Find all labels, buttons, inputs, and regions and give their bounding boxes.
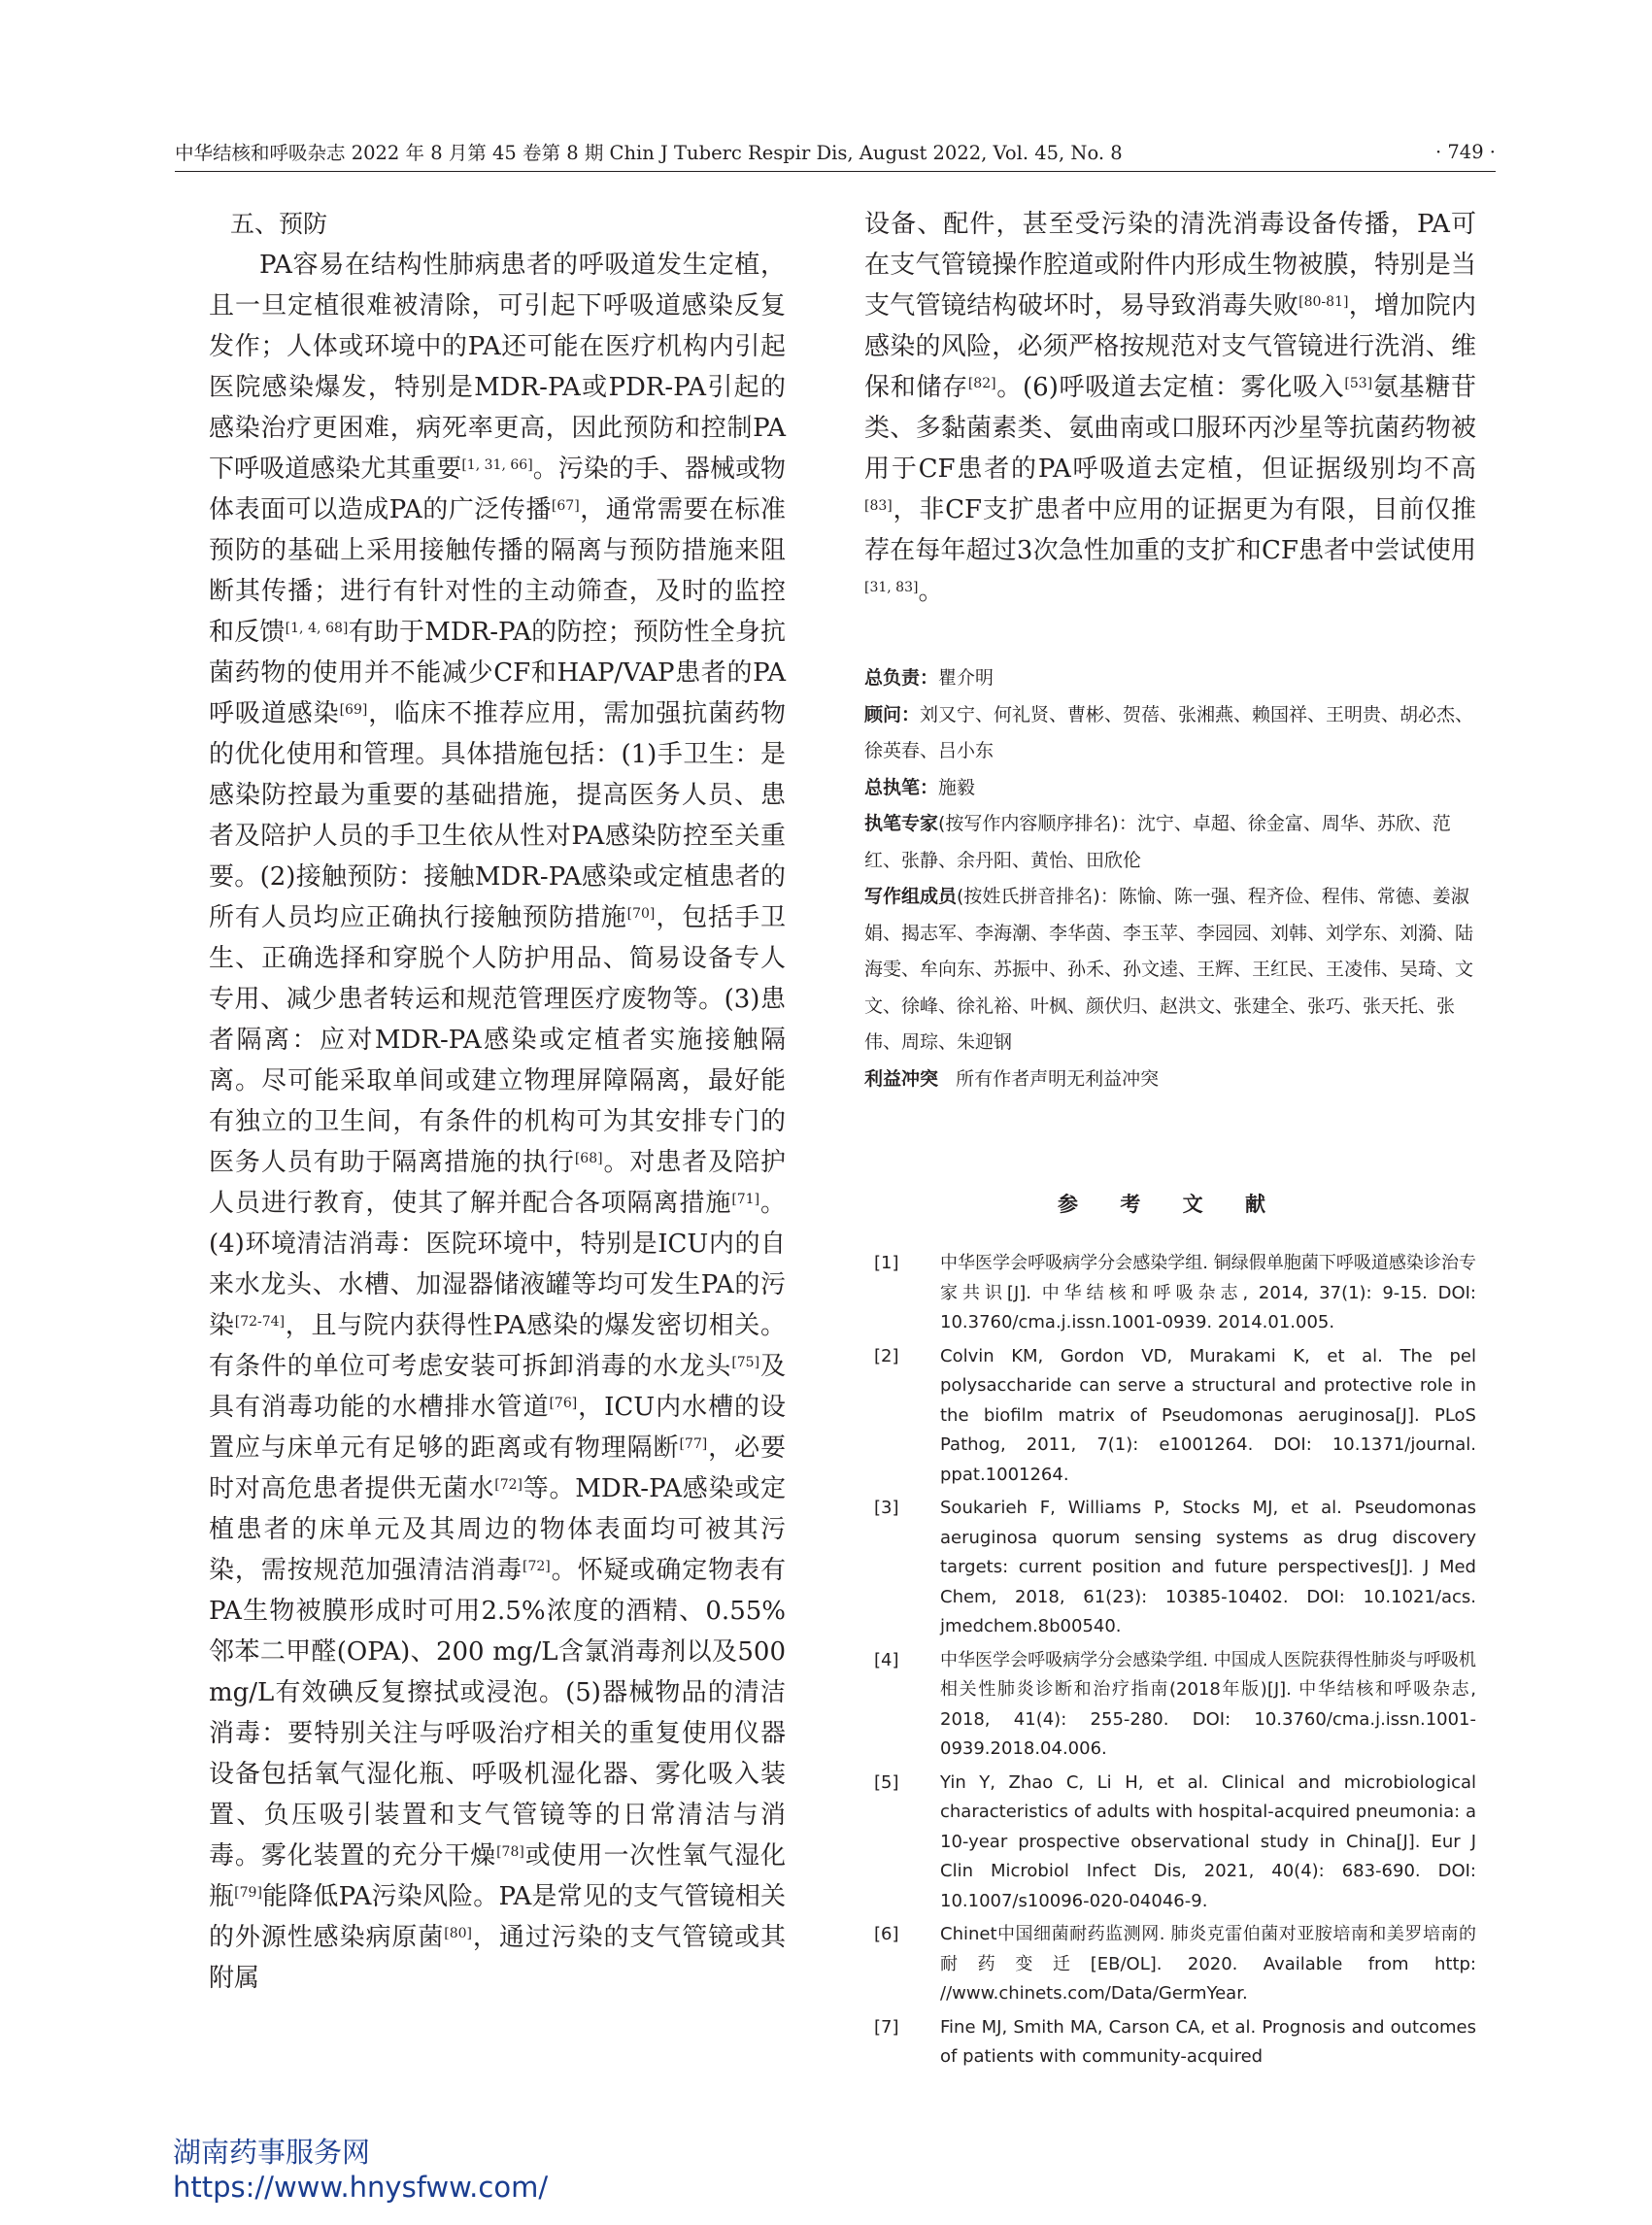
- conflict-of-interest-line: 利益冲突 所有作者声明无利益冲突: [864, 1067, 1160, 1090]
- reference-text: Soukarieh F, Williams P, Stocks MJ, et al. Pseudomonas aeruginosa quorum sensing systems as drug discovery targets: current position and future perspectives[J]. J Med Chem, 2018, 61(23): 10385-10402. DOI: 10.1021/acs. jmedchem.8b00540.: [940, 1498, 1476, 1636]
- page-number: · 749 ·: [1434, 140, 1496, 163]
- reference-number: [2]: [874, 1345, 899, 1366]
- reference-text: Yin Y, Zhao C, Li H, et al. Clinical and microbiological characteristics of adults with hospital-acquired pneumonia: a 10-year prospective observational study in China[J]. Eur J Clin Microbiol Infect Dis, 2021, 40(4): 683-690. DOI: 10.1007/s10096-020-04046-9.: [940, 1771, 1476, 1911]
- journal-citation: 中华结核和呼吸杂志 2022 年 8 月第 45 卷第 8 期 Chin J Tuberc Respir Dis, August 2022, Vol. 45, No. 8: [175, 142, 1123, 164]
- citation: [31, 83]: [864, 580, 919, 595]
- reference-item: [874, 1920, 1476, 2009]
- reference-text: Colvin KM, Gordon VD, Murakami K, et al. The pel polysaccharide can serve a structural and protective role in the biofilm matrix of Pseudomonas aeruginosa[J]. PLoS Pathog, 2011, 7(1): e1001264. DOI: 10.1371/journal. ppat.1001264.: [940, 1345, 1476, 1485]
- citation: [80-81]: [1298, 294, 1349, 310]
- citation: [72-74]: [234, 1314, 286, 1330]
- reference-item: [874, 1769, 1476, 1917]
- section-heading: 五、预防: [230, 210, 328, 238]
- citation: [71]: [731, 1192, 760, 1207]
- reference-item: [874, 1342, 1476, 1491]
- citation: [72]: [522, 1559, 551, 1574]
- reference-number: [1]: [874, 1253, 899, 1273]
- reference-text: Fine MJ, Smith MA, Carson CA, et al. Prognosis and outcomes of patients with community-acquired: [940, 2016, 1476, 2067]
- citation: [53]: [1344, 376, 1373, 391]
- advisors-line: 顾问：刘又宁、何礼贤、曹彬、贺蓓、张湘燕、赖国祥、王明贵、胡必杰、徐英春、吕小东: [864, 703, 1474, 761]
- experts-line: 执笔专家(按写作内容顺序排名)：沈宁、卓超、徐金富、周华、苏欣、范红、张静、余丹阳、黄怡、田欣伦: [864, 813, 1451, 871]
- reference-number: [7]: [874, 2016, 899, 2038]
- writer-line: 总执笔：施毅: [864, 776, 976, 798]
- reference-number: [4]: [874, 1649, 899, 1670]
- citation: [75]: [731, 1355, 760, 1370]
- reference-item: [874, 1646, 1476, 1765]
- citation: [79]: [234, 1885, 262, 1901]
- prevention-paragraph: PA容易在结构性肺病患者的呼吸道发生定植，且一旦定植很难被清除，可引起下呼吸道感染反复发作；人体或环境中的PA还可能在医疗机构内引起医院感染爆发，特别是MDR-PA或PDR-PA引起的感染治疗更困难，病死率更高，因此预防和控制PA下呼吸道感染尤其重要[1, 31, 66]。污染的手、器械或物体表面可以造成PA的广泛传播[67]，通常需要在标准预防的基础上采用接触传播的隔离与预防措施来阻断其传播；进行有针对性的主动筛查，及时的监控和反馈[1, 4, 68]有助于MDR-PA的防控；预防性全身抗菌药物的使用并不能减少CF和HAP/VAP患者的PA呼吸道感染[69]，临床不推荐应用，需加强抗菌药物的优化使用和管理。具体措施包括：(1)手卫生：是感染防控最为重要的基础措施，提高医务人员、患者及陪护人员的手卫生依从性对PA感染防控至关重要。(2)接触预防：接触MDR-PA感染或定植患者的所有人员均应正确执行接触预防措施[70]，包括手卫生、正确选择和穿脱个人防护用品、简易设备专人专用、减少患者转运和规范管理医疗废物等。(3)患者隔离：应对MDR-PA感染或定植者实施接触隔离。尽可能采取单间或建立物理屏障隔离，最好能有独立的卫生间，有条件的机构可为其安排专门的医务人员有助于隔离措施的执行[68]。对患者及陪护人员进行教育，使其了解并配合各项隔离措施[71]。(4)环境清洁消毒：医院环境中，特别是ICU内的自来水龙头、水槽、加湿器储液罐等均可发生PA的污染[72-74]，且与院内获得性PA感染的爆发密切相关。有条件的单位可考虑安装可拆卸消毒的水龙头[75]及具有消毒功能的水槽排水管道[76]，ICU内水槽的设置应与床单元有足够的距离或有物理隔断[77]，必要时对高危患者提供无菌水[72]等。MDR-PA感染或定植患者的床单元及其周边的物体表面均可被其污染，需按规范加强清洁消毒[72]。怀疑或确定物表有PA生物被膜形成时可用2.5%浓度的酒精、0.55%邻苯二甲醛(OPA)、200 mg/L含氯消毒剂以及500 mg/L有效碘反复擦拭或浸泡。(5)器械物品的清洁消毒：要特别关注与呼吸治疗相关的重复使用仪器设备包括氧气湿化瓶、呼吸机湿化器、雾化吸入装置、负压吸引装置和支气管镜等的日常清洁与消毒。雾化装置的充分干燥[78]或使用一次性氧气湿化瓶[79]能降低PA污染风险。PA是常见的支气管镜相关的外源性感染病原菌[80]，通过污染的支气管镜或其附属: [209, 251, 786, 1993]
- citation: [77]: [679, 1436, 708, 1452]
- citation: [70]: [626, 906, 656, 922]
- reference-item: [874, 1249, 1476, 1338]
- reference-text: 中华医学会呼吸病学分会感染学组. 铜绿假单胞菌下呼吸道感染诊治专家共识[J]. 中华结核和呼吸杂志, 2014, 37(1): 9-15. DOI: 10.3760/cma.j.issn.1001-0939. 2014.01.005.: [940, 1253, 1476, 1332]
- running-header: [175, 132, 1496, 171]
- reference-item: [874, 2013, 1476, 2073]
- author-credits: [864, 660, 1476, 1097]
- citation: [1, 4, 68]: [285, 621, 349, 636]
- right-column: [864, 204, 1476, 612]
- citation: [82]: [967, 376, 996, 391]
- references-title: 参 考 文 献: [1058, 1193, 1283, 1216]
- left-column: [209, 204, 786, 1999]
- reference-text: 中华医学会呼吸病学分会感染学组. 中国成人医院获得性肺炎与呼吸机相关性肺炎诊断和治疗指南(2018年版)[J]. 中华结核和呼吸杂志, 2018, 41(4): 255-280. DOI: 10.3760/cma.j.issn.1001-0939.2018.04.006.: [940, 1649, 1476, 1759]
- header-rule: [175, 171, 1496, 172]
- citation: [72]: [494, 1477, 523, 1493]
- reference-list: [874, 1249, 1476, 2076]
- citation: [67]: [551, 498, 580, 514]
- site-watermark[interactable]: [173, 2135, 548, 2205]
- reference-number: [5]: [874, 1771, 899, 1793]
- reference-text: Chinet中国细菌耐药监测网. 肺炎克雷伯菌对亚胺培南和美罗培南的耐药变迁[EB/OL]. 2020. Available from http: //www.chinets.com/Data/GermYear.: [940, 1924, 1476, 2004]
- citation: [83]: [864, 498, 893, 514]
- reference-item: [874, 1494, 1476, 1642]
- citation: [1, 31, 66]: [461, 457, 533, 473]
- watermark-site-name: 湖南药事服务网: [173, 2136, 371, 2169]
- citation: [68]: [574, 1151, 603, 1166]
- prevention-paragraph-continued: 设备、配件，甚至受污染的清洗消毒设备传播，PA可在支气管镜操作腔道或附件内形成生物被膜，特别是当支气管镜结构破坏时，易导致消毒失败[80-81]，增加院内感染的风险，必须严格按规范对支气管镜进行洗消、维保和储存[82]。(6)呼吸道去定植：雾化吸入[53]氨基糖苷类、多黏菌素类、氨曲南或口服环丙沙星等抗菌药物被用于CF患者的PA呼吸道去定植，但证据级别均不高[83]，非CF支扩患者中应用的证据更为有限，目前仅推荐在每年超过3次急性加重的支扩和CF患者中尝试使用[31, 83]。: [864, 210, 1476, 606]
- reference-number: [6]: [874, 1924, 899, 1944]
- chief-line: 总负责：瞿介明: [864, 667, 995, 689]
- reference-number: [3]: [874, 1498, 899, 1518]
- citation: [80]: [444, 1926, 472, 1941]
- citation: [76]: [549, 1396, 578, 1411]
- citation: [69]: [339, 702, 368, 718]
- citation: [78]: [496, 1844, 524, 1860]
- members-line: 写作组成员(按姓氏拼音排名)：陈愉、陈一强、程齐俭、程伟、常德、姜淑娟、揭志军、李海潮、李华茵、李玉苹、李园园、刘韩、刘学东、刘漪、陆海雯、牟向东、苏振中、孙禾、孙文逵、王辉、王红民、王凌伟、吴琦、文文、徐峰、徐礼裕、叶枫、颜伏归、赵洪文、张建全、张巧、张天托、张伟、周琮、朱迎钢: [864, 886, 1474, 1053]
- watermark-url-link[interactable]: https://www.hnysfww.com/: [173, 2171, 549, 2204]
